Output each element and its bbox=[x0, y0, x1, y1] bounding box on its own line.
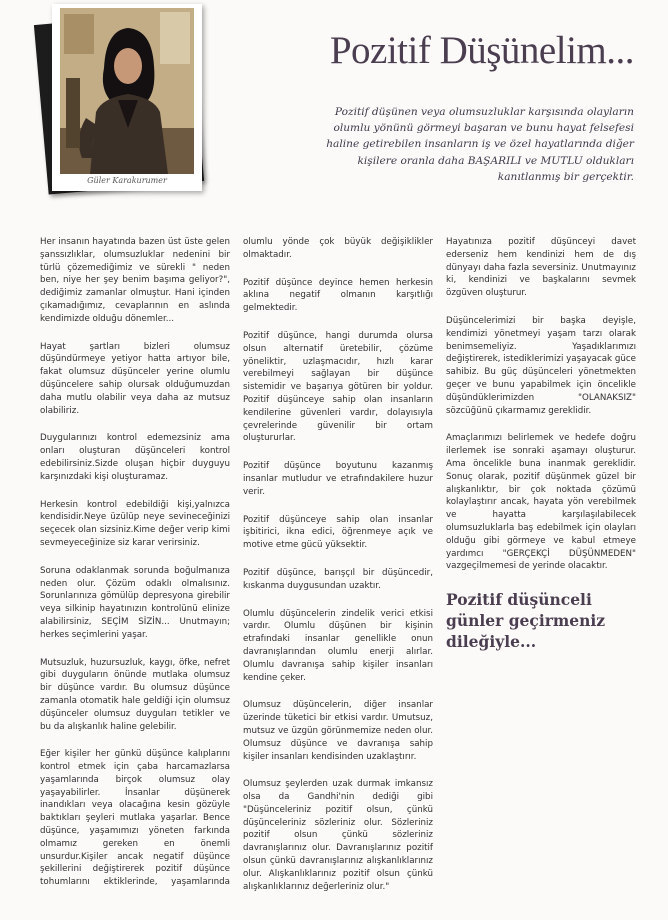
article-paragraph: Olumsuz şeylerden uzak durmak imkansız olsa da Gandhi'nin dediği gibi "Düşünceleriniz pozitif olsun, çünkü düşünceleriniz sözleriniz olur. Sözleriniz pozitif olsun çünkü sözleriniz davranışlarınız olur. Davranışlarınız pozitif olsun çünkü davranışlarınız alışkanlıklarınız olur. Alışkanlıklarınız pozitif olsun çünkü alışkanlıklarınız değerleriniz olur." bbox=[243, 779, 433, 892]
page-title: Pozitif Düşünelim... bbox=[329, 29, 634, 72]
article-body bbox=[40, 236, 636, 912]
intro-paragraph: Pozitif düşünen veya olumsuzluklar karşısında olayların olumlu yönünü görmeyi başaran ve bunu hayat felsefesi haline getirebilen insanların iş ve özel hayatlarında diğer kişilere oranla daha BAŞARILI ve MUTLU oldukları kanıtlanmış bir gerçektir. bbox=[326, 106, 634, 183]
author-photo bbox=[60, 8, 194, 174]
author-photo-stack bbox=[38, 4, 208, 194]
article-paragraph: Hayatınıza pozitif düşünceyi davet ederseniz hem kendinizi hem de dış dünyayı daha fazla seversiniz. Unutmayınız ki, kendinizi ve başkalarını sevmek özgüven oluşturur. bbox=[446, 237, 636, 299]
closing-wish bbox=[446, 589, 636, 652]
article-paragraph: Pozitif düşünce deyince hemen herkesin aklına negatif olmanın karşıtlığı gelmektedir. bbox=[243, 277, 433, 314]
article-paragraph: Amaçlarımızı belirlemek ve hedefe doğru ilerlemek ise sonraki aşamayı oluşturur. Ama öncelikle buna inanmak gereklidir. Sonuç olarak, pozitif düşünmek güzel bir alışkanlıktır, bir çok noktada çözümü kolaylaştırır ancak, hayata yön verebilmek ve hayatta karşılaşılabilecek olumsuzluklarla baş edebilmek için olayları olduğu gibi görmeye ve kabul etmeye yardımcı "GERÇEKÇİ DÜŞÜNMEDEN" vazgeçilmemesi de yerinde olacaktır. bbox=[446, 433, 636, 572]
closing-line: dileğiyle... bbox=[446, 632, 537, 652]
photo-caption: Güler Karakurumer bbox=[87, 176, 167, 185]
article-paragraph: Olumsuz düşüncelerin, diğer insanlar üzerinde tüketici bir etkisi vardır. Umutsuz, mutsuz ve üzgün görünmemize neden olur. Olumsuz düşünce ve davranışa sahip kişiler insanları kendisinden uzaklaştırır. bbox=[243, 700, 433, 762]
author-photo-frame bbox=[52, 4, 202, 191]
article-paragraph: Herkesin kontrol edebildiği kişi,yalnızca kendisidir.Neye üzülüp neye sevineceğinizi seçecek olan sizsiniz.Kime değer verip kimi sevmeyeceğinize siz karar verirsiniz. bbox=[40, 499, 230, 548]
article-paragraph: Düşüncelerimizi bir başka deyişle, kendimizi yönetmeyi yaşam tarzı olarak benimsemeliyiz. Yaşadıklarımızı değiştirerek, istediklerimizi yaşayacak güce sahibiz. Bu güç düşünceleri yönetmekten geçer ve bunu yapabilmek için öncelikle düşündüklerimizden "OLANAKSIZ" sözcüğünü çıkarmamız gereklidir. bbox=[446, 315, 636, 416]
article-paragraph: Pozitif düşünceye sahip olan insanlar işbitirici, ikna edici, öğrenmeye açık ve motive etme gücü yüksektir. bbox=[243, 514, 433, 551]
author-portrait-graphic bbox=[60, 8, 194, 174]
article-paragraph: Pozitif düşünce, barışçıl bir düşüncedir, kıskanma duygusundan uzaktır. bbox=[243, 567, 433, 591]
closing-line: günler geçirmeniz bbox=[446, 611, 606, 631]
article-paragraph: Mutsuzluk, huzursuzluk, kaygı, öfke, nefret gibi duyguların önünde mutlaka olumsuz bir düşünce vardır. Bu olumsuz düşünce zamanla otomatik hale geldiği için olumsuz düşünceler olumsuz duyguları tetikler ve bu da alışkanlık haline gelebilir. bbox=[40, 657, 230, 732]
article-paragraph: Pozitif düşünce, hangi durumda olursa olsun alternatif üretebilir, çözüme yöneliktir, uzlaşmacıdır, hızlı karar verebilmeyi sağlayan bir düşünce sistemidir ve başarıya götüren bir yoldur. Pozitif düşünceye sahip olan insanların kendilerine güvenleri vardır, dolayısıyla çevrelerinde güvenilir bir ortam oluştururlar. bbox=[243, 330, 433, 444]
article-paragraph: Hayat şartları bizleri olumsuz düşündürmeye yetiyor hatta artıyor bile, fakat olumsuz düşünceler yerine olumlu düşüncelere sahip olursak olduğumuzdan daha mutlu olabilir veya daha az mutsuz olabiliriz. bbox=[40, 341, 230, 416]
article-paragraph: Eğer kişiler her günkü düşünce kalıplarını kontrol etmek için çaba harcamazlarsa yaşamlarında birçok olumsuz olay yaşayabilirler. İnsanlar düşünerek inandıkları veya olacağına kesin gözüyle baktıkları şeyleri mutlaka yaşarlar. Bence düşünce, yaşamımızı yöneten farkında olmamız gereken en önemli unsurdur.Kişiler ancak negatif düşünce şekillerini değiştirerek pozitif düşünce tohumlarını ektiklerinde, yaşamlarında olumlu yönde çok büyük değişiklikler olmaktadır. bbox=[40, 237, 433, 888]
article-paragraph: Soruna odaklanmak sorunda boğulmanıza neden olur. Çözüm odaklı olmalısınız. Sorunlarınıza gömülüp depresyona girebilir veya silkinip hayatınızın kontrolünü elinize alabilirsiniz, SEÇİM SİZİN... Unutmayın; herkes seçimlerini yaşar. bbox=[40, 565, 230, 640]
closing-line: Pozitif düşünceli bbox=[446, 590, 592, 610]
article-paragraph: Duygularınızı kontrol edemezsiniz ama onları oluşturan düşünceleri kontrol edebilirsiniz.Sizde oluşan hiçbir duyguyu karşınızdaki kişi oluşturamaz. bbox=[40, 433, 230, 482]
article-paragraph: Pozitif düşünce boyutunu kazanmış insanlar mutludur ve etrafındakilere huzur verir. bbox=[243, 461, 433, 497]
article-paragraph: Olumlu düşüncelerin zindelik verici etkisi vardır. Olumlu düşünen bir kişinin etrafındaki insanlar genellikle onun davranışlarından olumlu enerji alırlar. Olumlu davranışa sahip kişiler insanları kendine çeker. bbox=[243, 608, 433, 683]
article-paragraph: Her insanın hayatında bazen üst üste gelen şanssızlıklar, olumsuzluklar nedenini bir türlü çözemediğimiz ve sürekli " neden ben, niye her şey benim başıma geliyor?", dediğimiz zamanlar olmuştur. Hani içinden çıkamadığımız, cevaplarının en aslında kendimizde olduğu dönemler... bbox=[40, 237, 230, 324]
